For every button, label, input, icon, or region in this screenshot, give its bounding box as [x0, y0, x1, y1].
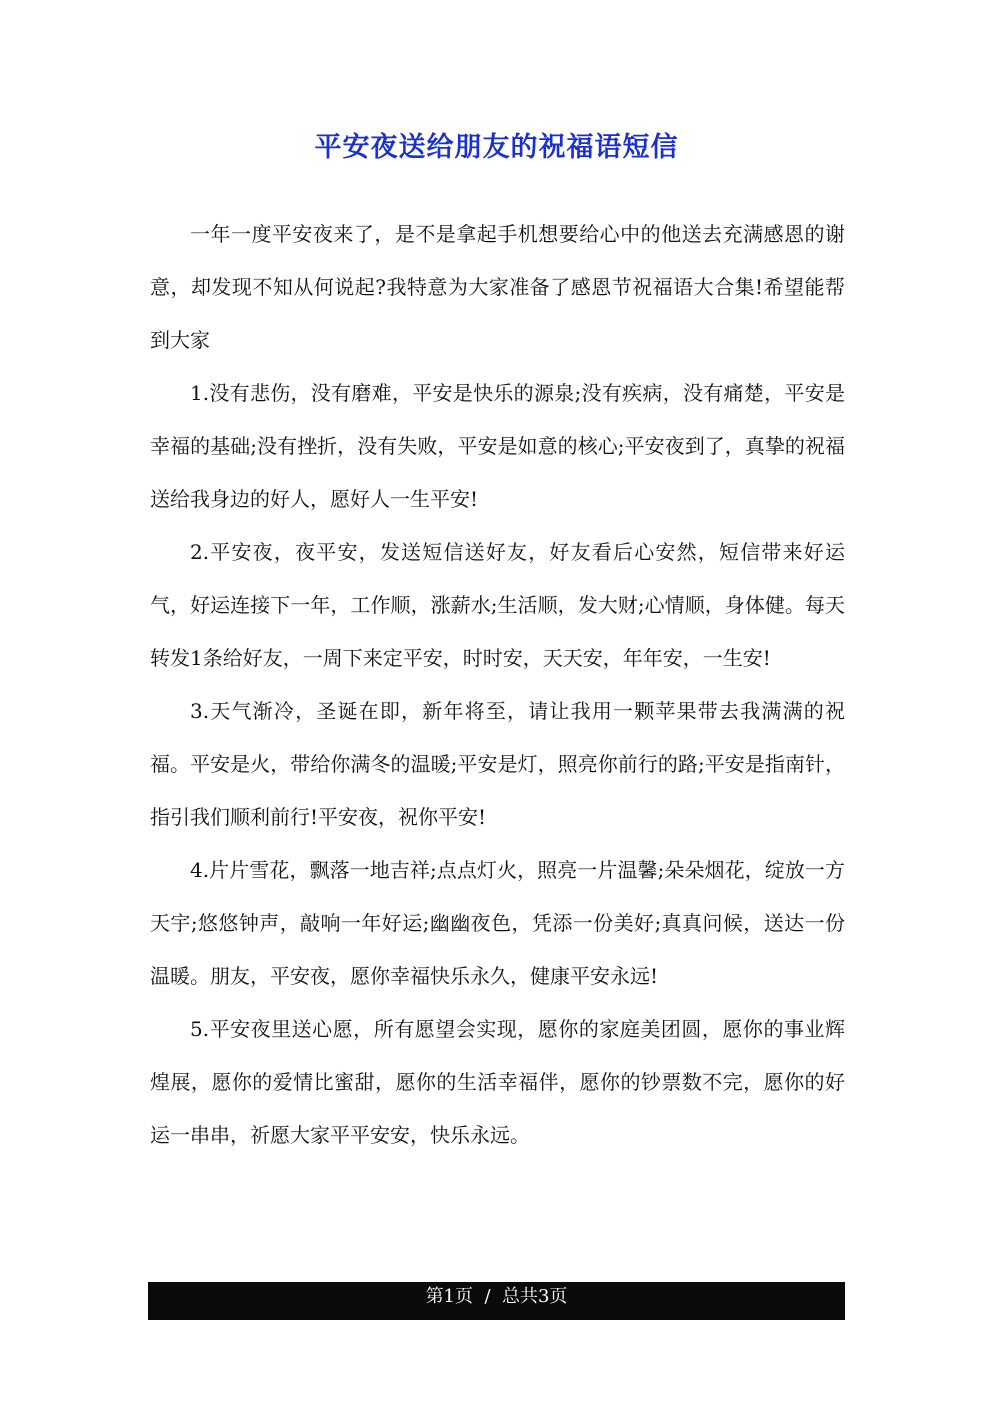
paragraph-item-2: 2.平安夜，夜平安，发送短信送好友，好友看后心安然，短信带来好运气，好运连接下一年，工作顺，涨薪水;生活顺，发大财;心情顺，身体健。每天转发1条给好友，一周下来定平安，时时安，天天安，年年安，一生安! [150, 540, 845, 670]
page-footer-bar [148, 1282, 845, 1320]
paragraph-item-3: 3.天气渐冷，圣诞在即，新年将至，请让我用一颗苹果带去我满满的祝福。平安是火，带给你满冬的温暖;平安是灯，照亮你前行的路;平安是指南针，指引我们顺利前行!平安夜，祝你平安! [150, 699, 845, 829]
paragraph-item-1: 1.没有悲伤，没有磨难，平安是快乐的源泉;没有疾病，没有痛楚，平安是幸福的基础;没有挫折，没有失败，平安是如意的核心;平安夜到了，真挚的祝福送给我身边的好人，愿好人一生平安! [150, 381, 845, 511]
page-title: 平安夜送给朋友的祝福语短信 [314, 132, 679, 163]
paragraph-item-4: 4.片片雪花，飘落一地吉祥;点点灯火，照亮一片温馨;朵朵烟花，绽放一方天宇;悠悠钟声，敲响一年好运;幽幽夜色，凭添一份美好;真真问候，送达一份温暖。朋友，平安夜，愿你幸福快乐永久，健康平安永远! [150, 858, 845, 988]
document-body [150, 208, 845, 1162]
paragraph-intro: 一年一度平安夜来了，是不是拿起手机想要给心中的他送去充满感恩的谢意，却发现不知从何说起?我特意为大家准备了感恩节祝福语大合集!希望能帮到大家 [150, 222, 845, 352]
page-indicator: 第1页 / 总共3页 [425, 1286, 568, 1307]
paragraph-item-5: 5.平安夜里送心愿，所有愿望会实现，愿你的家庭美团圆，愿你的事业辉煌展，愿你的爱情比蜜甜，愿你的生活幸福伴，愿你的钞票数不完，愿你的好运一串串，祈愿大家平平安安，快乐永远。 [150, 1017, 845, 1147]
